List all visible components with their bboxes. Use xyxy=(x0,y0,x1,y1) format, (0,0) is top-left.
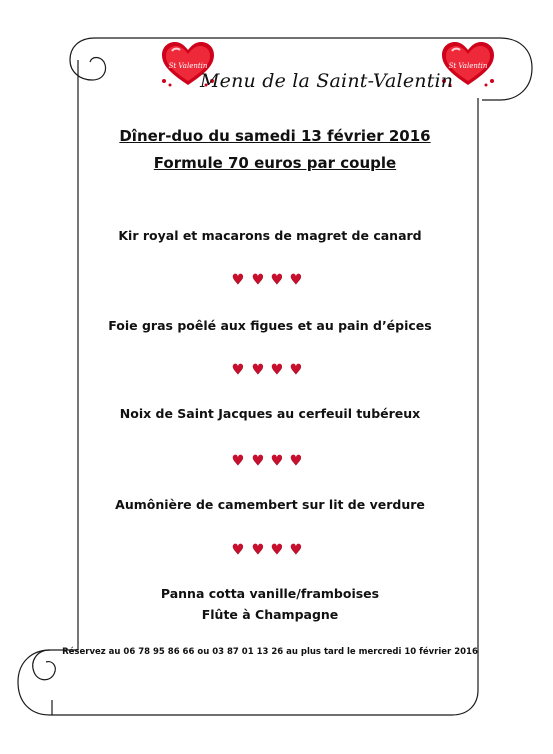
heart-icon: ♥ xyxy=(270,451,289,469)
heart-icon: ♥ xyxy=(289,360,309,378)
course-6: Flûte à Champagne xyxy=(201,607,339,622)
course-5: Panna cotta vanille/framboises xyxy=(160,586,380,601)
course-2: Foie gras poêlé aux figues et au pain d’épices xyxy=(108,318,432,333)
heart-icon: ♥ xyxy=(231,360,251,378)
heart-separator xyxy=(80,540,460,558)
heart-separator xyxy=(80,360,460,378)
heart-icon: ♥ xyxy=(231,270,251,288)
heart-icon: ♥ xyxy=(251,540,270,558)
heart-icon: ♥ xyxy=(289,540,309,558)
heart-icon: ♥ xyxy=(289,270,309,288)
heart-icon: ♥ xyxy=(231,451,251,469)
heart-separator xyxy=(80,451,460,469)
heart-icon: ♥ xyxy=(231,540,251,558)
heart-icon: ♥ xyxy=(270,360,289,378)
heart-icon: ♥ xyxy=(251,451,270,469)
heart-separator xyxy=(80,270,460,288)
heart-icon: ♥ xyxy=(270,540,289,558)
badge-text: St Valentin xyxy=(168,62,208,70)
badge-text: St Valentin xyxy=(448,62,488,70)
heart-icon: ♥ xyxy=(270,270,289,288)
event-price-heading: Formule 70 euros par couple xyxy=(153,154,397,172)
course-1: Kir royal et macarons de magret de canard xyxy=(118,228,422,243)
heart-icon: ♥ xyxy=(251,270,270,288)
heart-icon: ♥ xyxy=(251,360,270,378)
menu-title: Menu de la Saint-Valentin xyxy=(200,70,454,92)
event-date-heading: Dîner-duo du samedi 13 février 2016 xyxy=(119,127,431,145)
course-3: Noix de Saint Jacques au cerfeuil tubéreux xyxy=(119,406,421,421)
reservation-note: Réservez au 06 78 95 86 66 ou 03 87 01 13 26 au plus tard le mercredi 10 février 2016 xyxy=(62,647,478,657)
course-4: Aumônière de camembert sur lit de verdure xyxy=(115,497,425,512)
heart-icon: ♥ xyxy=(289,451,309,469)
